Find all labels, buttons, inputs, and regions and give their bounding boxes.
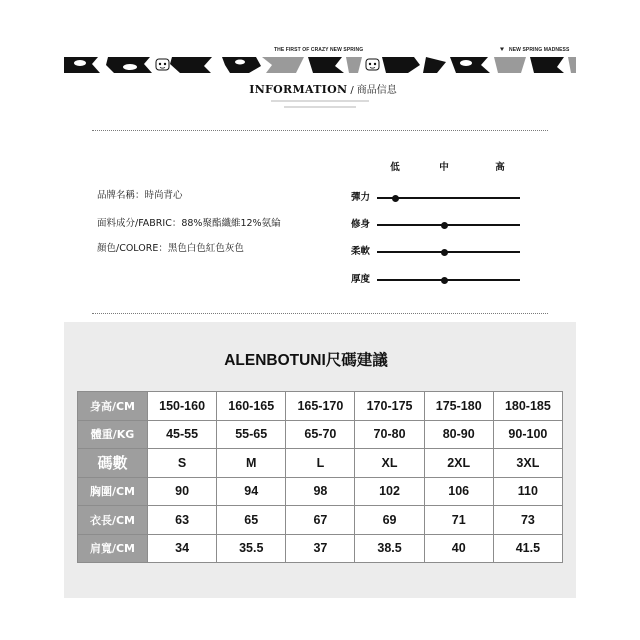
information-title-en: INFORMATION xyxy=(249,83,348,96)
level-dot xyxy=(441,249,448,256)
table-cell: 34 xyxy=(148,534,217,563)
table-cell: 38.5 xyxy=(355,534,424,563)
table-cell: 69 xyxy=(355,506,424,535)
table-cell: 90 xyxy=(148,477,217,506)
table-cell: 37 xyxy=(286,534,355,563)
information-title-separator: / xyxy=(350,85,354,96)
attribute-label: 柔軟 xyxy=(351,246,371,257)
table-cell: 160-165 xyxy=(217,392,286,421)
attribute-label: 修身 xyxy=(351,219,371,230)
table-cell: 106 xyxy=(424,477,493,506)
size-chart-table xyxy=(77,391,563,563)
attribute-track xyxy=(377,224,520,226)
fine-print-line xyxy=(284,106,356,108)
fine-print-line xyxy=(271,100,369,102)
tagline-left: THE FIRST OF CRAZY NEW SPRING xyxy=(274,47,364,53)
table-cell: 102 xyxy=(355,477,424,506)
information-title-zh: 商品信息 xyxy=(356,85,397,96)
field-brand-name: 品牌名稱：時尚背心 xyxy=(97,190,183,201)
table-cell: 175-180 xyxy=(424,392,493,421)
table-cell: 55-65 xyxy=(217,420,286,449)
information-title xyxy=(213,81,433,98)
table-cell: S xyxy=(148,449,217,478)
table-cell: M xyxy=(217,449,286,478)
row-header: 體重/KG xyxy=(78,420,148,449)
tagline-right xyxy=(500,47,569,53)
row-header: 衣長/CM xyxy=(78,506,148,535)
table-cell: 165-170 xyxy=(286,392,355,421)
table-cell: L xyxy=(286,449,355,478)
table-row xyxy=(78,506,563,535)
field-color: 顏色/COLORE：黑色白色紅色灰色 xyxy=(97,243,244,254)
tagline-right-text: NEW SPRING MADNESS xyxy=(509,47,570,53)
size-chart-title: ALENBOTUNI尺碼建議 xyxy=(224,352,388,369)
row-header: 胸圍/CM xyxy=(78,477,148,506)
table-cell: 63 xyxy=(148,506,217,535)
table-cell: 71 xyxy=(424,506,493,535)
table-cell: 2XL xyxy=(424,449,493,478)
camo-pattern-band xyxy=(64,57,576,73)
table-cell: 65-70 xyxy=(286,420,355,449)
table-cell: 40 xyxy=(424,534,493,563)
dotted-divider-top xyxy=(92,130,548,131)
table-cell: 150-160 xyxy=(148,392,217,421)
table-cell: 65 xyxy=(217,506,286,535)
attribute-track xyxy=(377,251,520,253)
scale-label-low: 低 xyxy=(390,162,400,173)
table-cell: 45-55 xyxy=(148,420,217,449)
dotted-divider-bottom xyxy=(92,313,548,314)
table-cell: 35.5 xyxy=(217,534,286,563)
level-dot xyxy=(392,195,399,202)
field-fabric: 面料成分/FABRIC：88%聚酯纖維12%氨綸 xyxy=(97,218,281,229)
table-cell: XL xyxy=(355,449,424,478)
table-row xyxy=(78,392,563,421)
table-cell: 170-175 xyxy=(355,392,424,421)
attribute-label: 厚度 xyxy=(351,274,371,285)
table-row xyxy=(78,534,563,563)
table-cell: 73 xyxy=(493,506,562,535)
table-cell: 180-185 xyxy=(493,392,562,421)
table-cell: 90-100 xyxy=(493,420,562,449)
scale-label-mid: 中 xyxy=(439,162,449,173)
table-cell: 98 xyxy=(286,477,355,506)
cartoon-face-icon xyxy=(156,59,169,70)
level-dot xyxy=(441,222,448,229)
table-row xyxy=(78,449,563,478)
table-cell: 3XL xyxy=(493,449,562,478)
scale-label-high: 高 xyxy=(495,162,505,173)
level-dot xyxy=(441,277,448,284)
row-header: 身高/CM xyxy=(78,392,148,421)
table-cell: 70-80 xyxy=(355,420,424,449)
attribute-track xyxy=(377,279,520,281)
table-cell: 80-90 xyxy=(424,420,493,449)
row-header: 碼數 xyxy=(78,449,148,478)
triangle-down-icon xyxy=(500,47,504,51)
table-row xyxy=(78,477,563,506)
table-cell: 41.5 xyxy=(493,534,562,563)
attribute-label: 彈力 xyxy=(351,192,371,203)
table-cell: 110 xyxy=(493,477,562,506)
row-header: 肩寬/CM xyxy=(78,534,148,563)
table-row xyxy=(78,420,563,449)
cartoon-face-icon xyxy=(366,59,379,70)
table-cell: 94 xyxy=(217,477,286,506)
table-cell: 67 xyxy=(286,506,355,535)
